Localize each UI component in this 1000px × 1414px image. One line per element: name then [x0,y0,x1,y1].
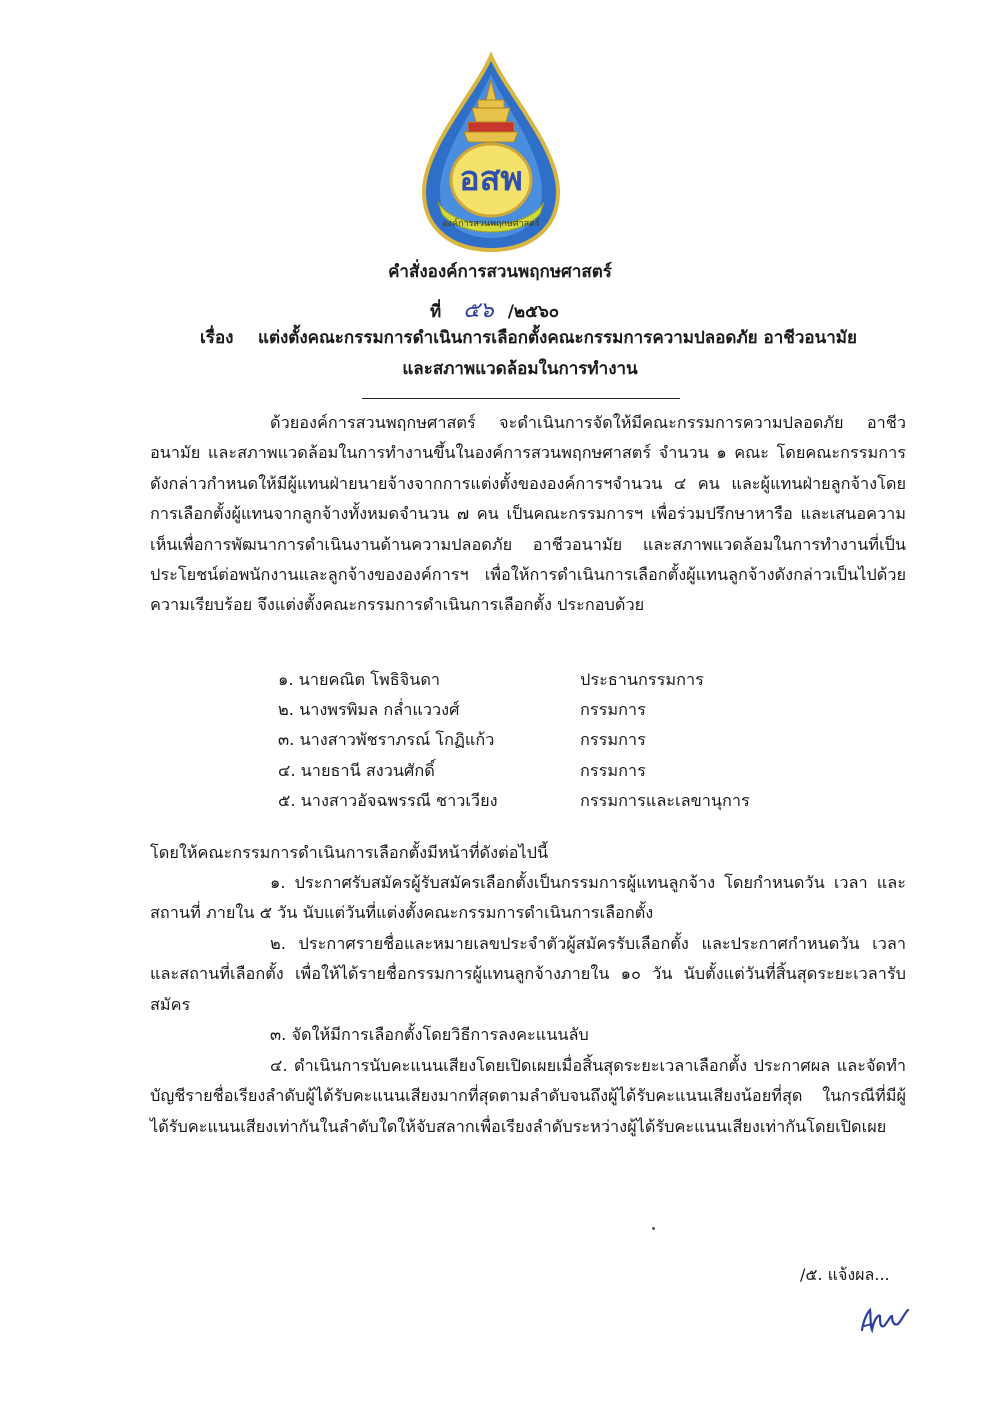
organization-emblem-logo [416,52,566,252]
emblem-ribbon-text: องค์การสวนพฤกษศาสตร์ [442,219,540,229]
duty-item: ๒. ประกาศรายชื่อและหมายเลขประจำตัวผู้สมัครรับเลือกตั้ง และประกาศกำหนดวัน เวลา และสถานที่เลือกตั้ง เพื่อให้ได้รายชื่อกรรมการผู้แทนลูกจ้างภายใน ๑๐ วัน นับตั้งแต่วันที่สิ้นสุดระยะเวลารับสมัคร [150,934,906,1014]
header-divider [362,398,680,399]
member-row [278,786,838,816]
duty-item: ๑. ประกาศรับสมัครผู้รับสมัครเลือกตั้งเป็นกรรมการผู้แทนลูกจ้าง โดยกำหนดวัน เวลา และสถานที่ ภายใน ๕ วัน นับแต่วันที่แต่งตั้งคณะกรรมการดำเนินการเลือกตั้ง [150,873,906,923]
member-row [278,756,838,786]
order-number-prefix: ที่ [430,302,442,322]
subject-line-2: และสภาพแวดล้อมในการทำงาน [402,359,638,379]
intro-paragraph: ด้วยองค์การสวนพฤกษศาสตร์ จะดำเนินการจัดให้มีคณะกรรมการความปลอดภัย อาชีวอนามัย และสภาพแวดล้อมในการทำงานขึ้นในองค์การสวนพฤกษศาสตร์ จำนวน ๑ คณะ โดยคณะกรรมการดังกล่าวกำหนดให้มีผู้แทนฝ่ายนายจ้างจากการแต่งตั้งขององค์การฯจำนวน ๔ คน และผู้แทนฝ่ายลูกจ้างโดยการเลือกตั้งผู้แทนจากลูกจ้างทั้งหมดจำนวน ๗ คน เป็นคณะกรรมการฯ เพื่อร่วมปรึกษาหารือ และเสนอความเห็นเพื่อการพัฒนาการดำเนินงานด้านความปลอดภัย อาชีวอนามัย และสภาพแวดล้อมในการทำงานที่เป็นประโยชน์ต่อพนักงานและลูกจ้างขององค์การฯ เพื่อให้การดำเนินการเลือกตั้งผู้แทนลูกจ้างดังกล่าวเป็นไปด้วยความเรียบร้อย จึงแต่งตั้งคณะกรรมการดำเนินการเลือกตั้ง ประกอบด้วย [150,413,906,615]
member-row [278,725,838,755]
order-number [430,292,559,327]
document-title: คำสั่งองค์การสวนพฤกษศาสตร์ [388,262,612,282]
committee-members-list [278,665,838,816]
member-row [278,695,838,725]
member-name: ๓. นางสาวพัชราภรณ์ โกฏิแก้ว [278,730,495,750]
subject-block [200,323,880,385]
subject-label: เรื่อง [200,328,234,348]
member-role: ประธานกรรมการ [580,670,704,689]
duties-intro: โดยให้คณะกรรมการดำเนินการเลือกตั้งมีหน้าที่ดังต่อไปนี้ [150,843,549,862]
subject-line-1: แต่งตั้งคณะกรรมการดำเนินการเลือกตั้งคณะกรรมการความปลอดภัย อาชีวอนามัย [258,328,857,348]
member-name: ๕. นางสาวอัจฉพรรณี ชาวเวียง [278,790,498,810]
duty-item: ๔. ดำเนินการนับคะแนนเสียงโดยเปิดเผยเมื่อสิ้นสุดระยะเวลาเลือกตั้ง ประกาศผล และจัดทำบัญชีรายชื่อเรียงลำดับผู้ได้รับคะแนนเสียงมากที่สุดตามลำดับจนถึงผู้ได้รับคะแนนเสียงน้อยที่สุด ในกรณีที่มีผู้ได้รับคะแนนเสียงเท่ากันในลำดับใดให้จับสลากเพื่อเรียงลำดับระหว่างผู้ได้รับคะแนนเสียงเท่ากันโดยเปิดเผย [150,1056,906,1136]
member-role: กรรมการ [580,700,646,720]
duty-item: ๓. จัดให้มีการเลือกตั้งโดยวิธีการลงคะแนนลับ [270,1025,589,1044]
order-number-handwritten: ๕๖ [463,298,494,323]
member-role: กรรมการและเลขานุการ [580,790,750,810]
scan-speck [652,1227,655,1230]
svg-text:อสพ: อสพ [459,159,523,199]
member-name: ๒. นางพรพิมล กล่ำแววงศ์ [278,700,460,720]
member-row [278,665,838,695]
member-name: ๔. นายธานี สงวนศักดิ์ [278,760,435,780]
initials-signature [858,1300,910,1338]
order-number-year: /๒๕๖๐ [507,302,560,322]
member-name: ๑. นายคณิต โพธิจินดา [278,670,441,689]
continued-next-page: /๕. แจ้งผล... [800,1265,890,1284]
member-role: กรรมการ [580,760,646,780]
member-role: กรรมการ [580,730,646,750]
